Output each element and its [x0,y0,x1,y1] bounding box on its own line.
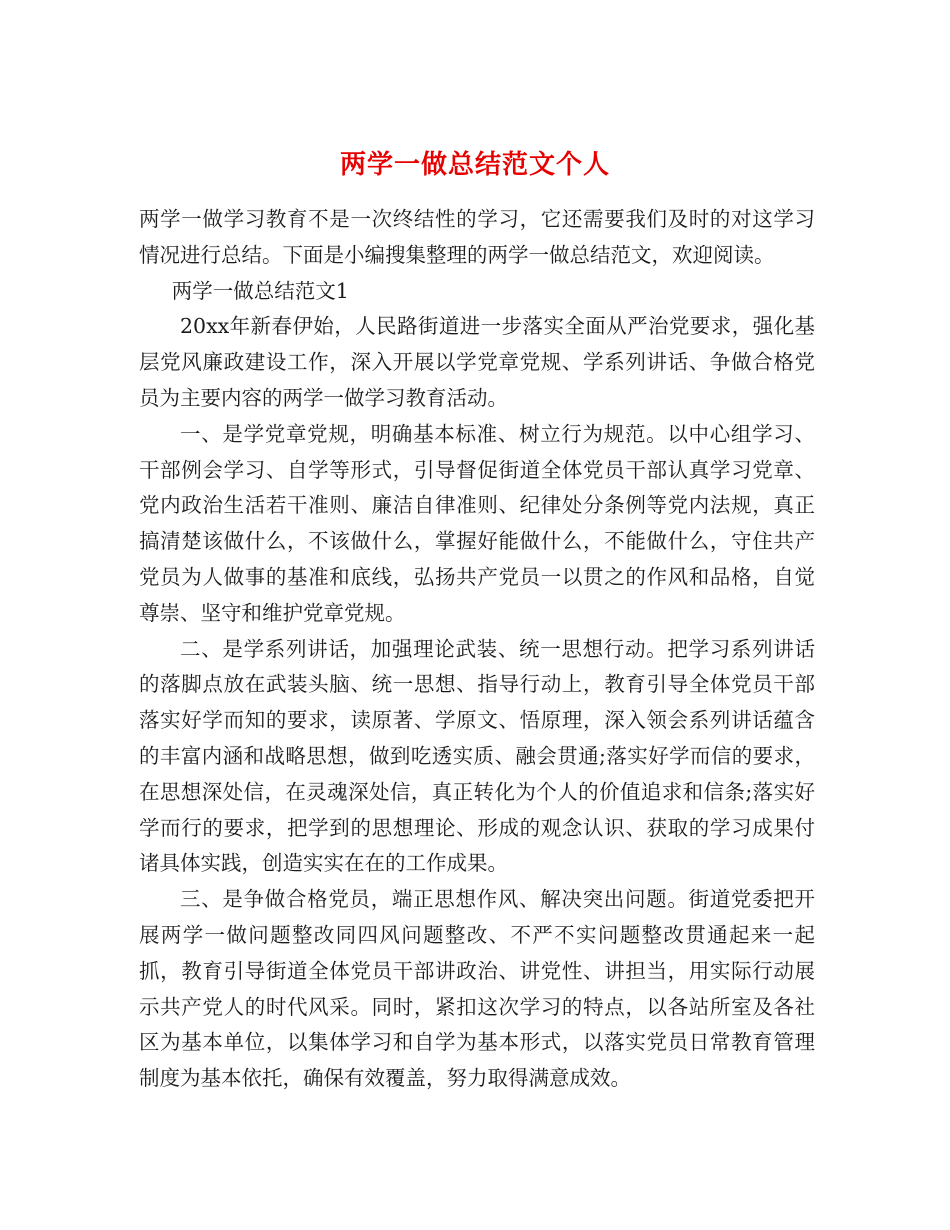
body-paragraph-point-1: 一、是学党章党规，明确基本标准、树立行为规范。以中心组学习、干部例会学习、自学等形式，引导督促街道全体党员干部认真学习党章、党内政治生活若干准则、廉洁自律准则、纪律处分条例等党内法规，真正搞清楚该做什么，不该做什么，掌握好能做什么，不能做什么，守住共产党员为人做事的基准和底线，弘扬共产党员一以贯之的作风和品格，自觉尊崇、坚守和维护党章党规。 [139,421,815,625]
body-paragraph-point-2: 二、是学系列讲话，加强理论武装、统一思想行动。把学习系列讲话的落脚点放在武装头脑、统一思想、指导行动上，教育引导全体党员干部落实好学而知的要求，读原著、学原文、悟原理，深入领会系列讲话蕴含的丰富内涵和战略思想，做到吃透实质、融会贯通;落实好学而信的要求，在思想深处信，在灵魂深处信，真正转化为个人的价值追求和信条;落实好学而行的要求，把学到的思想理论、形成的观念认识、获取的学习成果付诸具体实践，创造实实在在的工作成果。 [139,636,815,876]
body-paragraph-point-3: 三、是争做合格党员，端正思想作风、解决突出问题。街道党委把开展两学一做问题整改同四风问题整改、不严不实问题整改贯通起来一起抓，教育引导街道全体党员干部讲政治、讲党性、讲担当，用实际行动展示共产党人的时代风采。同时，紧扣这次学习的特点，以各站所室及各社区为基本单位，以集体学习和自学为基本形式，以落实党员日常教育管理制度为基本依托，确保有效覆盖，努力取得满意成效。 [139,887,815,1091]
section-heading: 两学一做总结范文1 [171,278,349,303]
document-title: 两学一做总结范文个人 [339,150,610,181]
body-paragraph-opening: 20xx年新春伊始，人民路街道进一步落实全面从严治党要求，强化基层党风廉政建设工作，深入开展以学党章党规、学系列讲话、争做合格党员为主要内容的两学一做学习教育活动。 [139,314,815,410]
document-body [139,202,815,1097]
intro-paragraph: 两学一做学习教育不是一次终结性的学习，它还需要我们及时的对这学习情况进行总结。下面是小编搜集整理的两学一做总结范文，欢迎阅读。 [139,207,815,267]
